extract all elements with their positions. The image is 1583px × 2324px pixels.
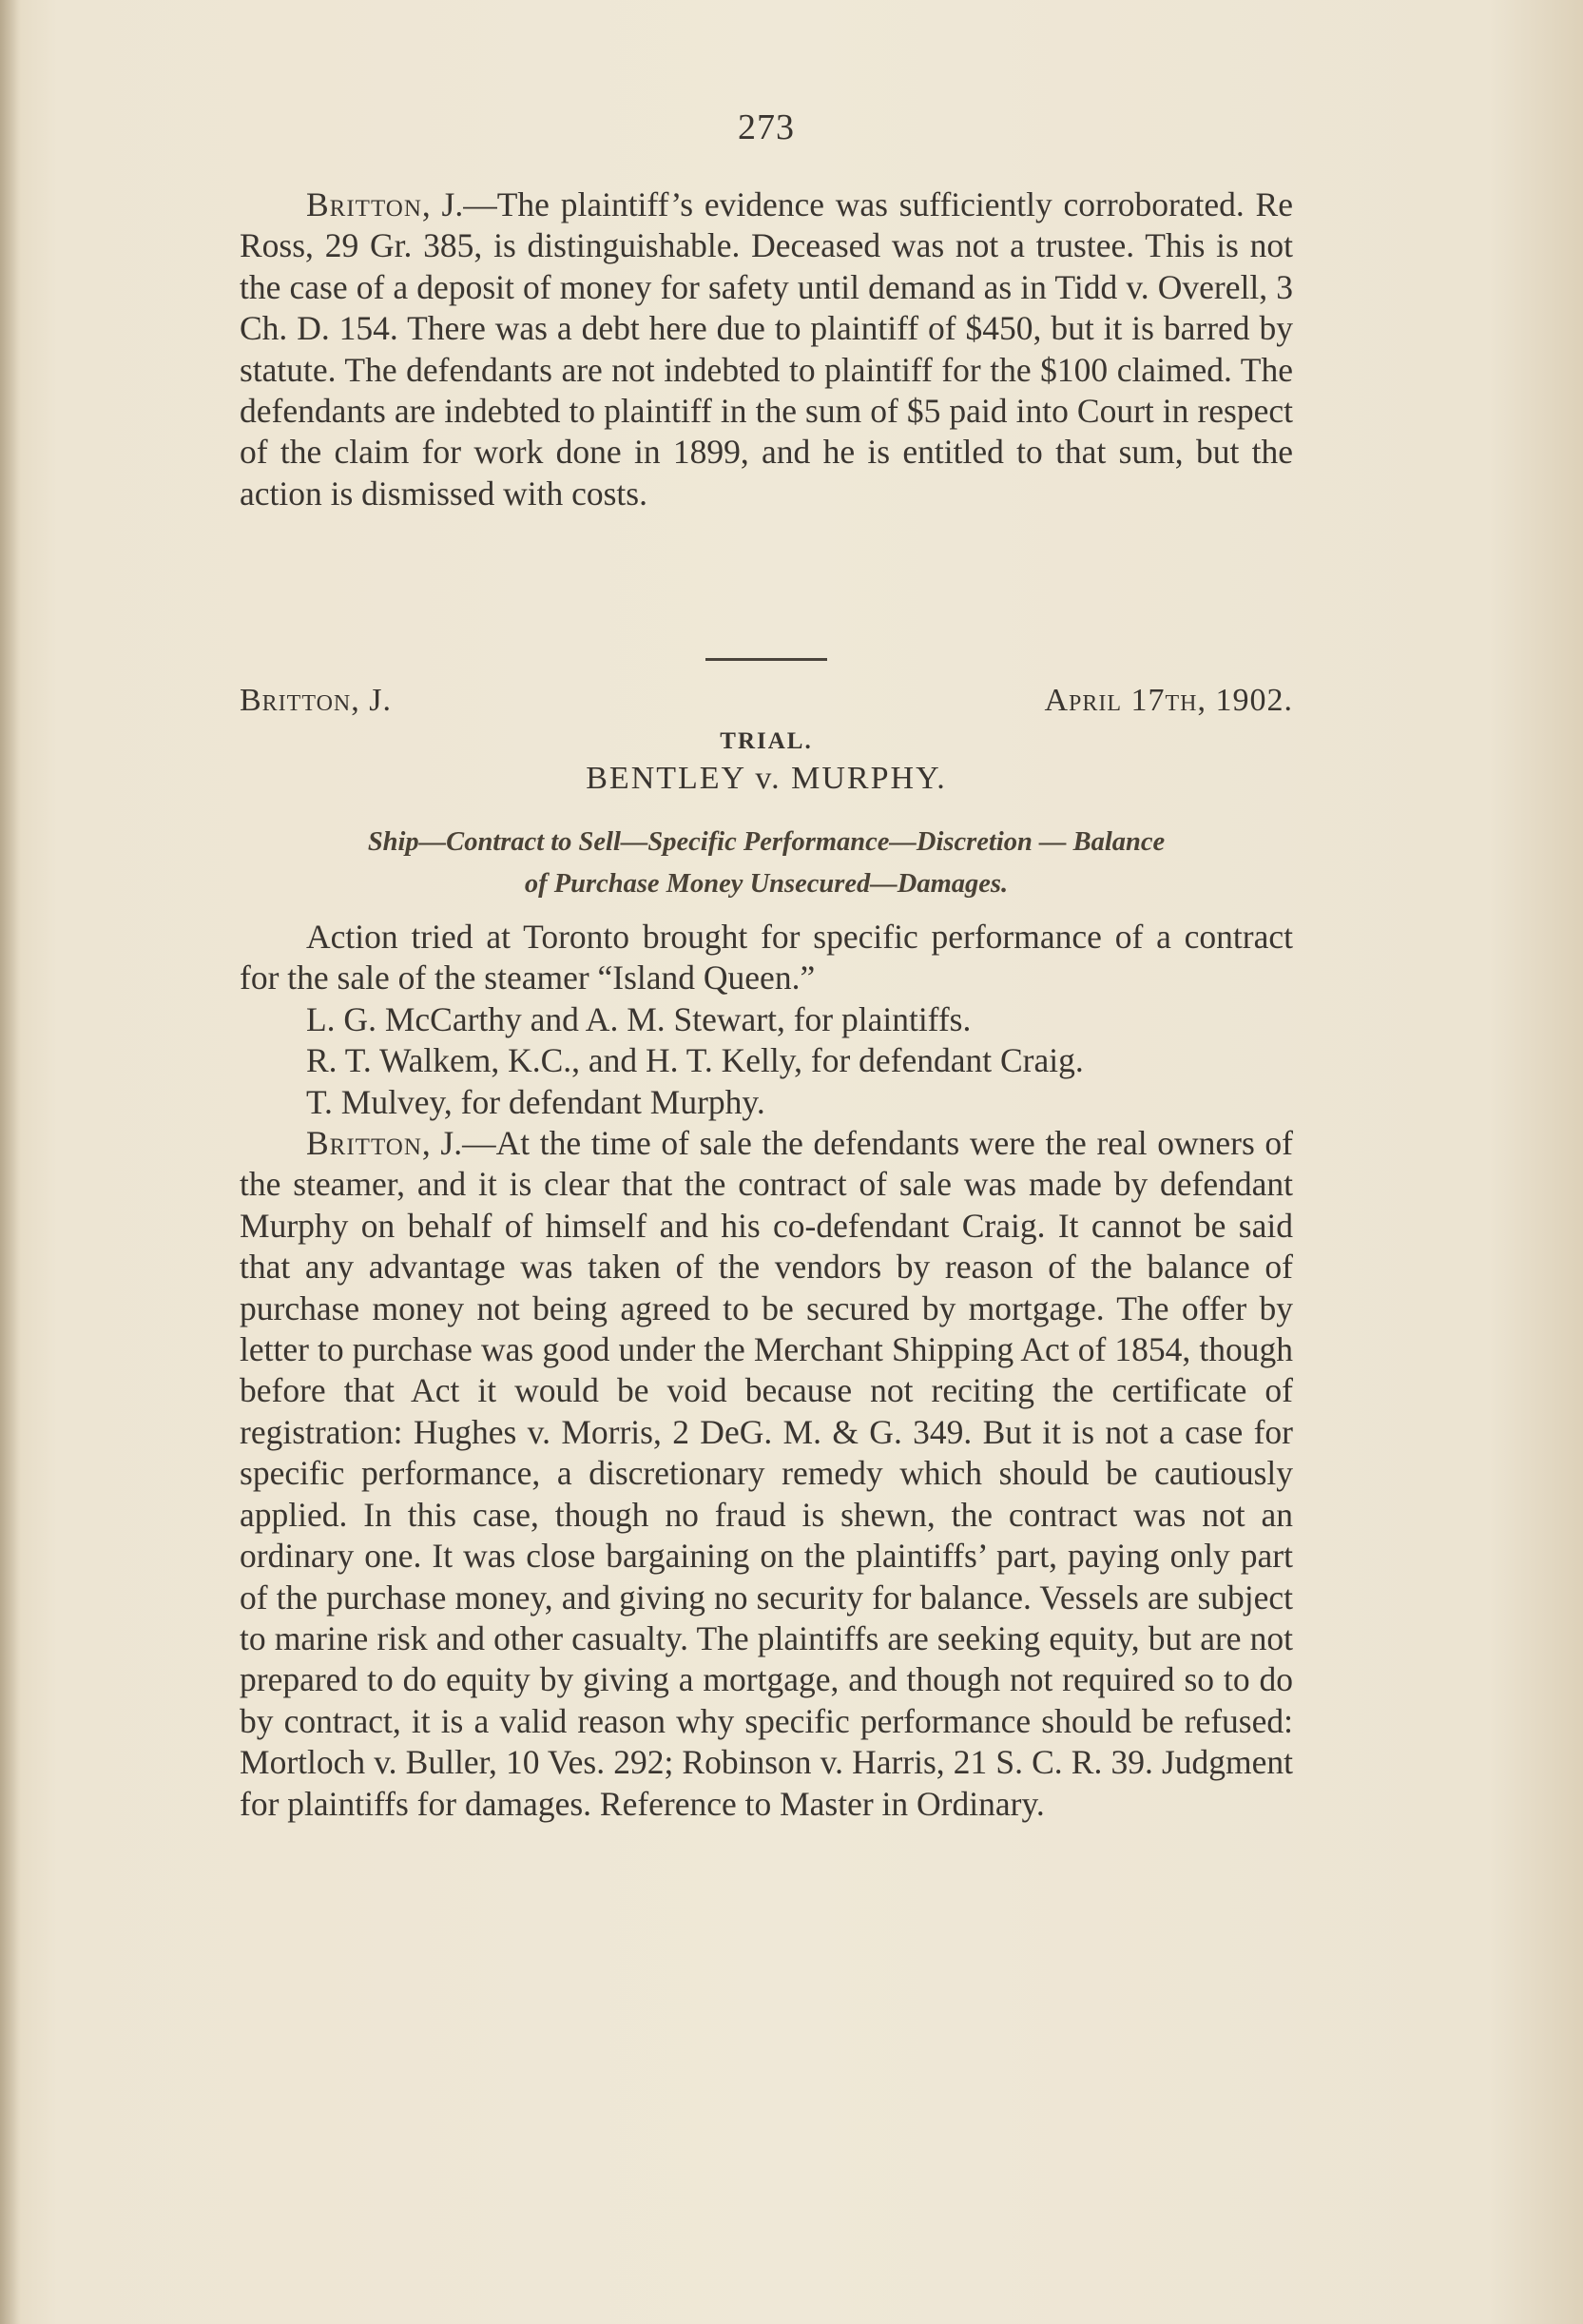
opening-paragraph-text: , J.—The plaintiff’s evidence was sufficiently corroborated. Re Ross, 29 Gr. 385, is distinguishable. Deceased was not a trustee. This is not the case of a deposit of money for safety until demand as in Tidd v. Overell, 3 Ch. D. 154. There was a debt here due to plaintiff of $450, but it is barred by statute. The defendants are not indebted to plaintiff for the $100 claimed. The defendants are indebted to plaintiff in the sum of $5 paid into Court in respect of the claim for work done in 1899, and he is entitled to that sum, but the action is dismissed with costs. [240,185,1293,513]
judgment-paragraph-text: , J.—At the time of sale the defendants were the real owners of the steamer, and it is clear that the contract of sale was made by defendant Murphy on behalf of himself and his co-defendant Craig. It cannot be said that any advantage was taken of the vendors by reason of the balance of purchase money not being agreed to be secured by mortgage. The offer by letter to purchase was good under the Merchant Shipping Act of 1854, though before that Act it would be void because not reciting the certificate of registration: Hughes v. Morris, 2 DeG. M. & G. 349. But it is not a case for specific performance, a discretionary remedy which should be cautiously applied. In this case, though no fraud is shewn, the contract was not an ordinary one. It was close bargaining on the plaintiffs’ part, paying only part of the purchase money, and giving no security for balance. Vessels are subject to marine risk and other casualty. The plaintiffs are seeking equity, but are not prepared to do equity by giving a mortgage, and though not required so to do by contract, it is a valid reason why specific performance should be refused: Mortloch v. Buller, 10 Ves. 292; Robinson v. Harris, 21 S. C. R. 39. Judgment for plaintiffs for damages. Reference to Master in Ordinary. [240,1124,1293,1823]
headnote-line-1: Ship—Contract to Sell—Specific Performance—Discretion — Balance [367,827,1166,857]
judgment-paragraph [240,1123,1293,1825]
page-gutter-shadow [0,0,21,2324]
headnote-line-2: of Purchase Money Unsecured—Damages. [524,869,1009,899]
judge-name: Britton [306,1124,422,1163]
case-title: BENTLEY v. MURPHY. [586,761,947,796]
page-number: 273 [738,107,795,147]
opening-paragraph [240,184,1293,514]
counsel-line: R. T. Walkem, K.C., and H. T. Kelly, for defendant Craig. [306,1041,1084,1080]
counsel-line: L. G. McCarthy and A. M. Stewart, for plaintiffs. [306,999,972,1038]
dateline [240,683,1293,719]
dateline-judge: Britton, J. [240,683,392,718]
action-paragraph: Action tried at Toronto brought for specific performance of a contract for the sale of the steamer “Island Queen.” [240,918,1293,997]
judge-name: Britton [306,185,422,223]
section-divider [705,658,827,661]
dateline-date: April 17th, 1902. [1044,683,1293,718]
trial-label: TRIAL. [720,728,813,754]
headnote [240,822,1293,905]
case-body [240,917,1293,1825]
counsel-line: T. Mulvey, for defendant Murphy. [306,1082,765,1121]
